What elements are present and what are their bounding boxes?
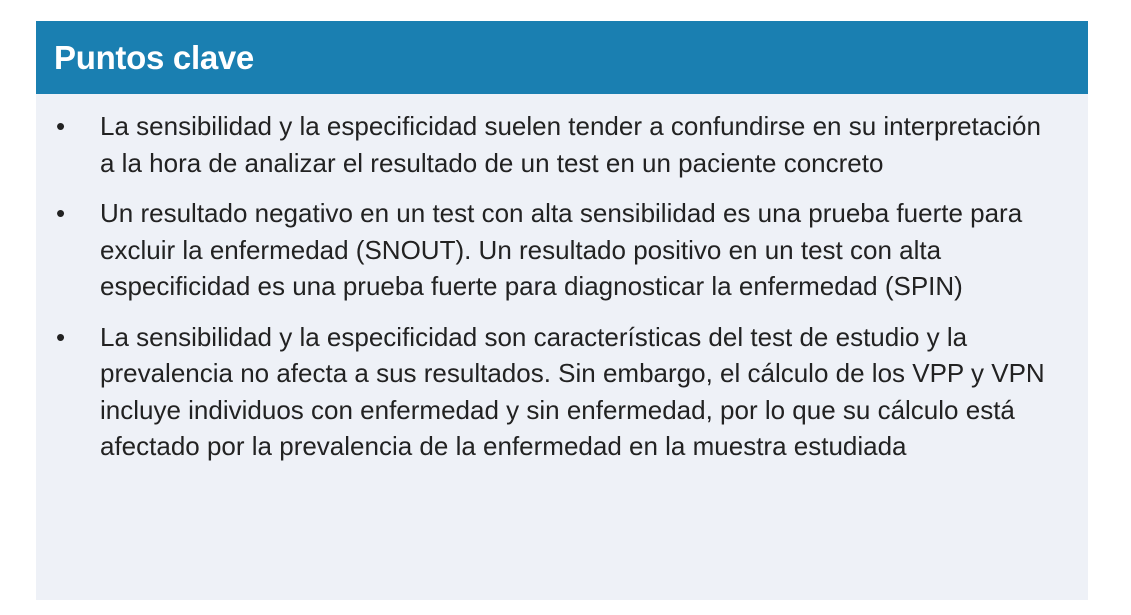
- bullet-icon: •: [56, 321, 66, 352]
- bullet-icon: •: [56, 111, 66, 141]
- list-item-text: La sensibilidad y la especificidad suelen tender a confundirse en su interpretación a la hora de analizar el resultado de un test en un paciente concreto: [100, 111, 1041, 178]
- key-points-list: [36, 94, 1088, 465]
- list-item: [36, 108, 1088, 181]
- list-item: [36, 195, 1088, 305]
- key-points-header: [36, 21, 1088, 94]
- key-points-title: Puntos clave: [54, 38, 254, 76]
- key-points-box: [36, 21, 1088, 600]
- list-item-text: Un resultado negativo en un test con alta sensibilidad es una prueba fuerte para excluir la enfermedad (SNOUT). Un resultado positivo en un test con alta especificidad es una prueba fuerte para diagnosticar la enfermedad (SPIN): [100, 198, 1023, 301]
- list-item-text: La sensibilidad y la especificidad son características del test de estudio y la prevalencia no afecta a sus resultados. Sin embargo, el cálculo de los VPP y VPN incluye individuos con enfermedad y sin enfermedad, por lo que su cálculo está afectado por la prevalencia de la enfermedad en la muestra estudiada: [100, 321, 1045, 461]
- bullet-icon: •: [56, 198, 66, 228]
- list-item: [36, 319, 1088, 465]
